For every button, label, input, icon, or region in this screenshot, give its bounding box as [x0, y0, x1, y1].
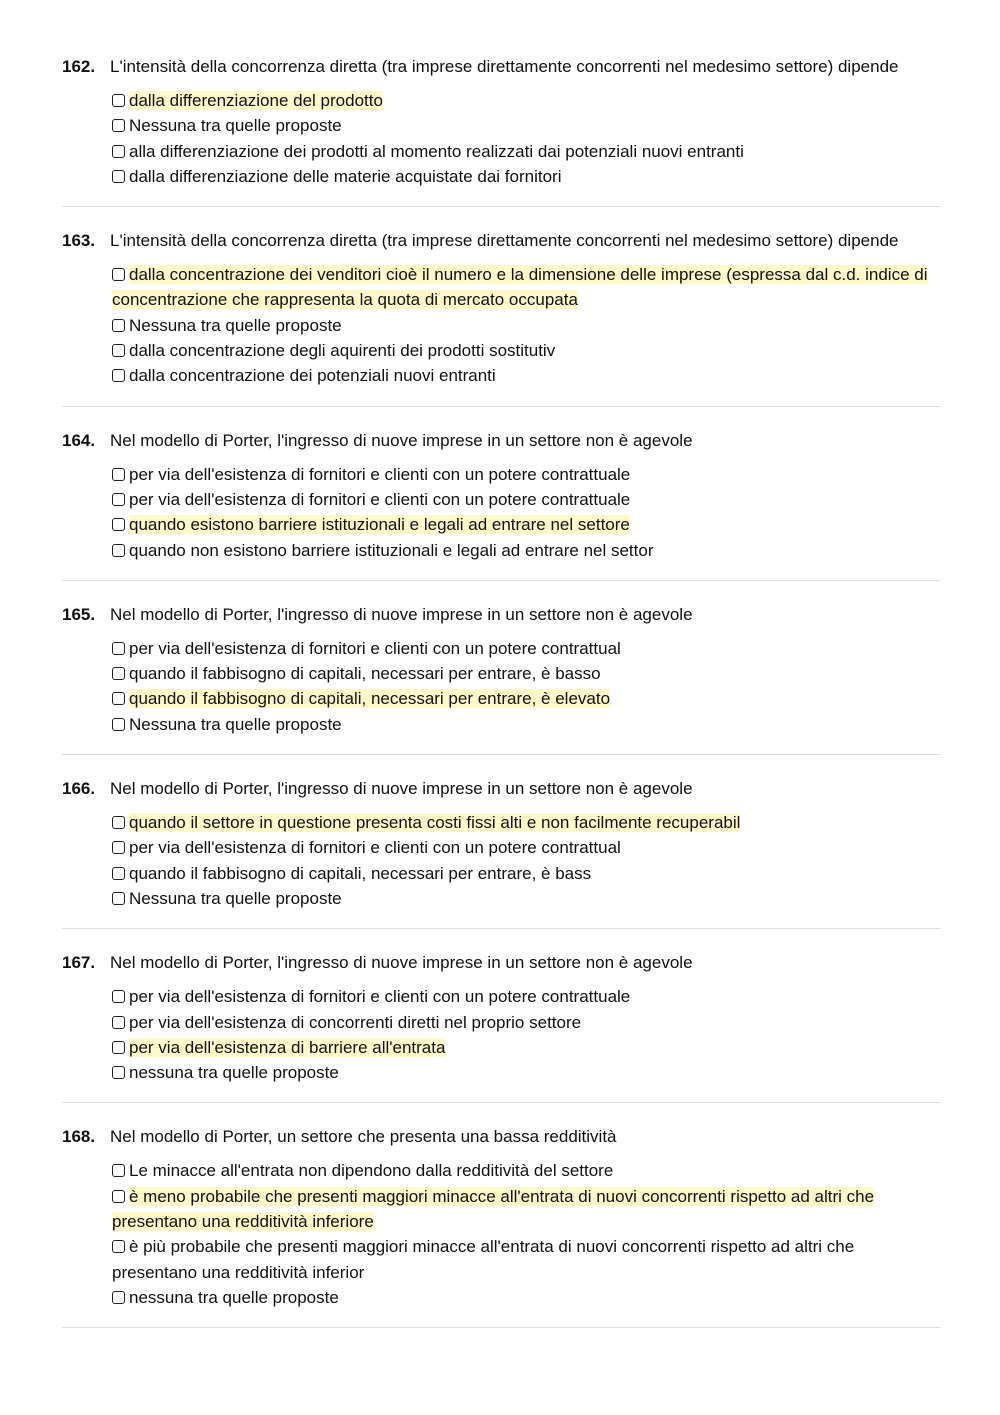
answer-label: nessuna tra quelle proposte [129, 1287, 339, 1307]
question-number: 165. [62, 604, 96, 624]
question-text: Nel modello di Porter, l'ingresso di nuove imprese in un settore non è agevole [110, 430, 693, 450]
answer-label: dalla concentrazione degli aquirenti dei prodotti sostitutiv [129, 341, 556, 361]
checkbox-icon[interactable] [112, 544, 125, 557]
checkbox-icon[interactable] [112, 145, 125, 158]
checkbox-icon[interactable] [112, 1041, 125, 1054]
question-number: 164. [62, 430, 96, 450]
question-header [62, 944, 940, 982]
answer-label-correct: quando il settore in questione presenta costi fissi alti e non facilmente recuperabil [129, 813, 741, 833]
checkbox-icon[interactable] [112, 1291, 125, 1304]
answer-option[interactable] [112, 512, 940, 537]
answer-label: dalla differenziazione delle materie acquistate dai fornitori [129, 166, 562, 186]
answer-label: per via dell'esistenza di concorrenti diretti nel proprio settore [129, 1012, 582, 1032]
answer-option[interactable] [112, 1035, 940, 1060]
checkbox-icon[interactable] [112, 990, 125, 1003]
answer-options [62, 462, 940, 563]
question-text: Nel modello di Porter, l'ingresso di nuove imprese in un settore non è agevole [110, 953, 693, 973]
answer-label: per via dell'esistenza di fornitori e clienti con un potere contrattual [129, 838, 621, 858]
answer-options [62, 88, 940, 189]
checkbox-icon[interactable] [112, 268, 125, 281]
checkbox-icon[interactable] [112, 1164, 125, 1177]
answer-label-correct: quando esistono barriere istituzionali e legali ad entrare nel settore [129, 515, 630, 535]
answer-options [62, 262, 940, 388]
checkbox-icon[interactable] [112, 319, 125, 332]
checkbox-icon[interactable] [112, 119, 125, 132]
checkbox-icon[interactable] [112, 1240, 125, 1253]
answer-option[interactable] [112, 1060, 940, 1085]
checkbox-icon[interactable] [112, 867, 125, 880]
checkbox-icon[interactable] [112, 369, 125, 382]
answer-option[interactable] [112, 1285, 940, 1310]
question-number: 166. [62, 779, 96, 799]
answer-option[interactable] [112, 810, 940, 835]
question-number: 163. [62, 231, 96, 251]
checkbox-icon[interactable] [112, 1190, 125, 1203]
answer-label: è più probabile che presenti maggiori minacce all'entrata di nuovi concorrenti rispetto ad altri che presentano una redditività inferior [112, 1237, 855, 1282]
answer-option[interactable] [112, 636, 940, 661]
answer-label: alla differenziazione dei prodotti al momento realizzati dai potenziali nuovi entranti [129, 141, 744, 161]
answer-option[interactable] [112, 313, 940, 338]
question-divider [62, 206, 940, 207]
answer-option[interactable] [112, 984, 940, 1009]
question-divider [62, 1102, 940, 1103]
question-block [62, 422, 940, 581]
answer-label: dalla concentrazione dei potenziali nuovi entranti [129, 366, 496, 386]
answer-label-correct: dalla differenziazione del prodotto [129, 91, 383, 110]
answer-option[interactable] [112, 88, 940, 113]
answer-option[interactable] [112, 164, 940, 189]
answer-option[interactable] [112, 1158, 940, 1183]
answer-label-correct: per via dell'esistenza di barriere all'entrata [129, 1037, 446, 1057]
question-divider [62, 928, 940, 929]
question-header [62, 422, 940, 460]
checkbox-icon[interactable] [112, 1066, 125, 1079]
answer-label: quando non esistono barriere istituzionali e legali ad entrare nel settor [129, 540, 654, 560]
question-number: 168. [62, 1127, 96, 1147]
answer-option[interactable] [112, 712, 940, 737]
checkbox-icon[interactable] [112, 642, 125, 655]
answer-label: nessuna tra quelle proposte [129, 1063, 339, 1083]
checkbox-icon[interactable] [112, 344, 125, 357]
question-header [62, 770, 940, 808]
answer-option[interactable] [112, 835, 940, 860]
checkbox-icon[interactable] [112, 518, 125, 531]
answer-label: per via dell'esistenza di fornitori e clienti con un potere contrattuale [129, 464, 631, 484]
question-text: L'intensità della concorrenza diretta (tra imprese direttamente concorrenti nel medesimo settore) dipende [110, 231, 899, 251]
answer-options [62, 984, 940, 1085]
checkbox-icon[interactable] [112, 718, 125, 731]
answer-label-correct: è meno probabile che presenti maggiori minacce all'entrata di nuovi concorrenti rispetto ad altri che presentano una redditività inferiore [112, 1186, 875, 1232]
answer-option[interactable] [112, 113, 940, 138]
answer-option[interactable] [112, 1010, 940, 1035]
checkbox-icon[interactable] [112, 94, 125, 107]
question-text: Nel modello di Porter, un settore che presenta una bassa redditività [110, 1127, 617, 1147]
answer-options [62, 810, 940, 911]
question-text: L'intensità della concorrenza diretta (tra imprese direttamente concorrenti nel medesimo settore) dipende [110, 57, 899, 76]
checkbox-icon[interactable] [112, 816, 125, 829]
answer-option[interactable] [112, 1234, 940, 1285]
answer-label-correct: quando il fabbisogno di capitali, necessari per entrare, è elevato [129, 689, 611, 709]
answer-label: quando il fabbisogno di capitali, necessari per entrare, è bass [129, 863, 592, 883]
answer-options [62, 636, 940, 737]
answer-label: Nessuna tra quelle proposte [129, 116, 342, 136]
answer-label: Nessuna tra quelle proposte [129, 315, 342, 335]
answer-option[interactable] [112, 462, 940, 487]
answer-label: Nessuna tra quelle proposte [129, 888, 342, 908]
answer-label: Nessuna tra quelle proposte [129, 714, 342, 734]
answer-option[interactable] [112, 338, 940, 363]
question-block [62, 596, 940, 755]
answer-label: quando il fabbisogno di capitali, necessari per entrare, è basso [129, 664, 601, 684]
answer-label: per via dell'esistenza di fornitori e clienti con un potere contrattuale [129, 987, 631, 1007]
answer-label: per via dell'esistenza di fornitori e clienti con un potere contrattual [129, 638, 621, 658]
question-header [62, 1118, 940, 1156]
question-block [62, 1118, 940, 1328]
question-header [62, 48, 940, 86]
checkbox-icon[interactable] [112, 1016, 125, 1029]
question-divider [62, 580, 940, 581]
checkbox-icon[interactable] [112, 841, 125, 854]
answer-option[interactable] [112, 487, 940, 512]
checkbox-icon[interactable] [112, 170, 125, 183]
checkbox-icon[interactable] [112, 667, 125, 680]
question-divider [62, 1327, 940, 1328]
answer-option[interactable] [112, 139, 940, 164]
question-header [62, 596, 940, 634]
checkbox-icon[interactable] [112, 892, 125, 905]
question-text: Nel modello di Porter, l'ingresso di nuove imprese in un settore non è agevole [110, 604, 693, 624]
answer-option[interactable] [112, 886, 940, 911]
answer-label-correct: dalla concentrazione dei venditori cioè il numero e la dimensione delle imprese (espressa dal c.d. indice di concentrazione che rappresenta la quota di mercato occupata [112, 265, 928, 310]
checkbox-icon[interactable] [112, 493, 125, 506]
answer-option[interactable] [112, 262, 940, 313]
answer-option[interactable] [112, 661, 940, 686]
answer-option[interactable] [112, 538, 940, 563]
question-divider [62, 754, 940, 755]
question-block [62, 48, 940, 207]
question-text: Nel modello di Porter, l'ingresso di nuove imprese in un settore non è agevole [110, 779, 693, 799]
answer-options [62, 1158, 940, 1310]
question-number: 167. [62, 953, 96, 973]
answer-option[interactable] [112, 363, 940, 388]
answer-option[interactable] [112, 861, 940, 886]
question-block [62, 222, 940, 406]
question-block [62, 944, 940, 1103]
question-divider [62, 406, 940, 407]
checkbox-icon[interactable] [112, 468, 125, 481]
answer-label: Le minacce all'entrata non dipendono dalla redditività del settore [129, 1161, 614, 1181]
answer-option[interactable] [112, 686, 940, 711]
checkbox-icon[interactable] [112, 692, 125, 705]
question-header [62, 222, 940, 260]
question-block [62, 770, 940, 929]
answer-option[interactable] [112, 1184, 940, 1235]
answer-label: per via dell'esistenza di fornitori e clienti con un potere contrattuale [129, 489, 631, 509]
question-number: 162. [62, 57, 96, 76]
